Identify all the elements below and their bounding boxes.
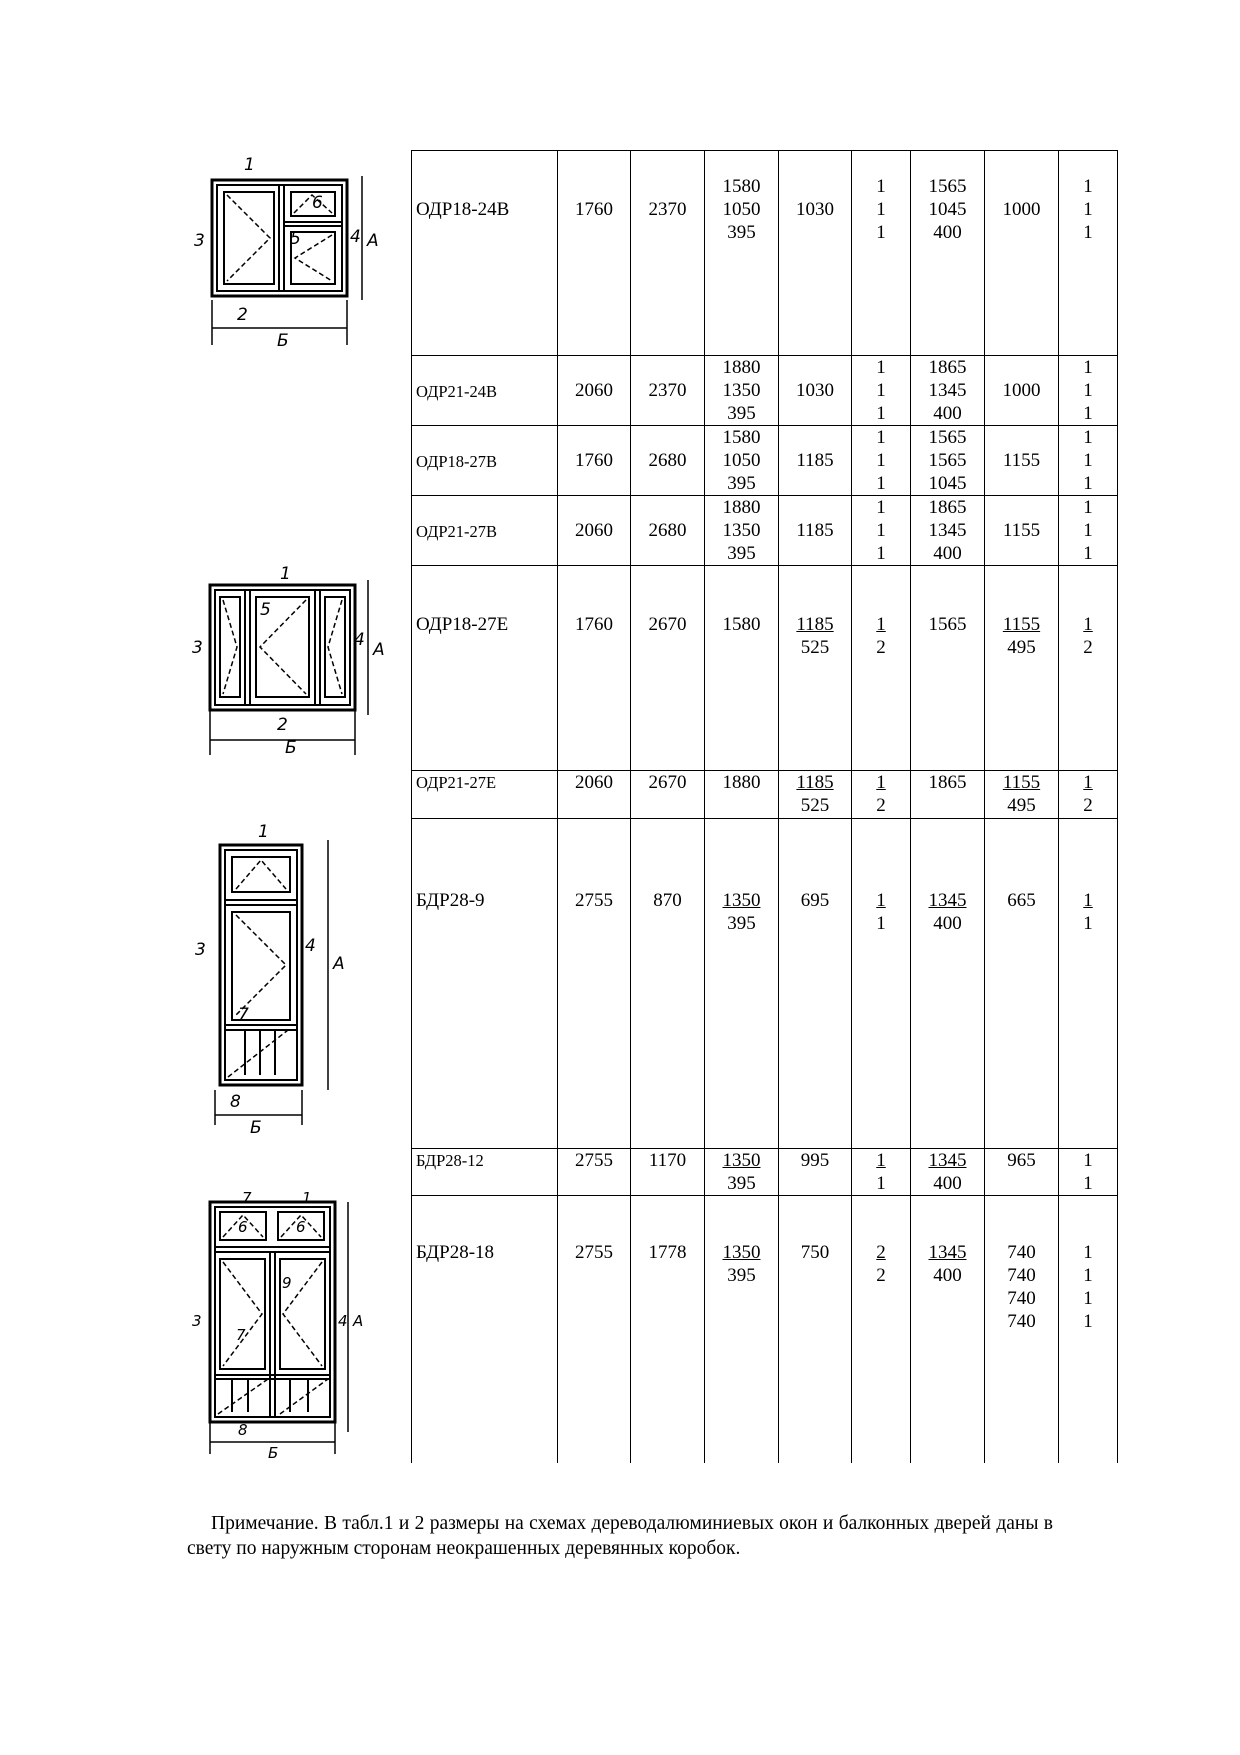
cell-g: [985, 566, 1059, 771]
cell-d: 1185: [779, 496, 852, 566]
cell-a: 2060: [558, 496, 631, 566]
value: 1: [876, 913, 886, 934]
value: 1350: [722, 1150, 761, 1171]
door-scheme-bdr-double: [190, 1192, 410, 1462]
value: 1: [1083, 427, 1093, 448]
value: 495: [1007, 637, 1036, 658]
value: 1: [1083, 1288, 1093, 1309]
value: 1: [1083, 772, 1093, 793]
cell-f: [911, 496, 985, 566]
value: 1: [876, 497, 886, 518]
value: 1: [876, 176, 886, 197]
label-height-a: А: [333, 954, 345, 974]
value: 395: [727, 913, 756, 934]
value: 400: [933, 403, 962, 424]
value: 1: [876, 1150, 886, 1171]
value: 1: [1083, 1265, 1093, 1286]
value: 400: [933, 222, 962, 243]
value: 1865: [928, 497, 967, 518]
label-6: 6: [312, 193, 323, 213]
value: 1: [1083, 199, 1093, 220]
dimension-table: [411, 150, 1118, 1463]
value: 1: [1083, 176, 1093, 197]
value: 2: [876, 1265, 886, 1286]
cell-a: 2755: [558, 1149, 631, 1196]
value: 495: [1007, 795, 1036, 816]
cell-h: [1059, 356, 1118, 426]
label-9: 9: [282, 1274, 292, 1292]
value: 740: [1007, 1265, 1036, 1286]
cell-code: БДР28-9: [412, 819, 558, 1149]
window-scheme-odr-v: [192, 150, 412, 360]
cell-code: БДР28-18: [412, 1196, 558, 1463]
label-width-b: Б: [268, 1444, 279, 1462]
value: 740: [1007, 1311, 1036, 1332]
cell-c: [705, 356, 779, 426]
cell-c: 1580: [705, 566, 779, 771]
value: 1: [1083, 1311, 1093, 1332]
table-row: [412, 356, 1118, 426]
value: 395: [727, 403, 756, 424]
cell-h: [1059, 819, 1118, 1149]
value: 2: [876, 637, 886, 658]
cell-g: [985, 771, 1059, 819]
value: 1185: [796, 614, 834, 635]
cell-code: ОДР21-27Е: [412, 771, 558, 819]
value: 400: [933, 543, 962, 564]
label-4: 4: [350, 227, 361, 247]
cell-a: 2060: [558, 771, 631, 819]
cell-code: ОДР21-27В: [412, 496, 558, 566]
value: 740: [1007, 1288, 1036, 1309]
cell-code: ОДР21-24В: [412, 356, 558, 426]
cell-f: [911, 426, 985, 496]
label-height-a: А: [373, 640, 385, 660]
cell-a: 2755: [558, 819, 631, 1149]
value: 400: [933, 1265, 962, 1286]
table-row: [412, 566, 1118, 771]
cell-d: 1030: [779, 356, 852, 426]
cell-a: 2060: [558, 356, 631, 426]
value: 1345: [928, 1242, 967, 1263]
cell-d: 995: [779, 1149, 852, 1196]
value: 1: [876, 1173, 886, 1194]
cell-b: 1778: [631, 1196, 705, 1463]
label-3: 3: [195, 940, 206, 960]
cell-c: [705, 1149, 779, 1196]
cell-g: 1000: [985, 151, 1059, 356]
value: 1: [1083, 890, 1093, 911]
table-row: [412, 771, 1118, 819]
value: 1045: [928, 199, 967, 220]
value: 1350: [722, 380, 761, 401]
cell-f: [911, 1196, 985, 1463]
cell-d: 1185: [779, 426, 852, 496]
value: 1: [876, 614, 886, 635]
value: 525: [800, 795, 830, 816]
value: 2: [1083, 637, 1093, 658]
label-8: 8: [230, 1092, 241, 1112]
value: 395: [727, 222, 756, 243]
value: 395: [727, 1265, 756, 1286]
value: 1: [1083, 380, 1093, 401]
cell-g: 965: [985, 1149, 1059, 1196]
cell-b: 2370: [631, 151, 705, 356]
value: 1: [876, 427, 886, 448]
label-1: 1: [302, 1192, 312, 1207]
cell-h: [1059, 1149, 1118, 1196]
label-4: 4: [338, 1312, 348, 1330]
value: 1050: [722, 450, 761, 471]
footnote-text: Примечание. В табл.1 и 2 размеры на схемах дереводалюминиевых окон и балконных дверей даны в свету по наружным сторонам неокрашенных деревянных коробок.: [187, 1512, 1053, 1559]
value: 395: [727, 473, 756, 494]
label-8: 8: [238, 1421, 248, 1439]
value: 1345: [928, 520, 967, 541]
cell-g: 1000: [985, 356, 1059, 426]
cell-e: [852, 1196, 911, 1463]
label-7: 7: [238, 1005, 249, 1025]
cell-e: [852, 496, 911, 566]
cell-e: [852, 566, 911, 771]
cell-e: [852, 151, 911, 356]
value: 400: [933, 1173, 962, 1194]
cell-c: [705, 426, 779, 496]
cell-g: 665: [985, 819, 1059, 1149]
value: 1: [1083, 614, 1093, 635]
cell-h: [1059, 566, 1118, 771]
value: 1: [876, 772, 886, 793]
cell-g: [985, 1196, 1059, 1463]
label-6-left: 6: [238, 1218, 248, 1236]
value: 1880: [722, 497, 761, 518]
label-1: 1: [258, 822, 269, 842]
value: 1: [1083, 1242, 1093, 1263]
value: 740: [1007, 1242, 1036, 1263]
cell-b: 2680: [631, 496, 705, 566]
value: 1580: [722, 176, 761, 197]
label-7-top: 7: [242, 1192, 252, 1207]
cell-h: [1059, 151, 1118, 356]
value: 1: [876, 357, 886, 378]
cell-d: 750: [779, 1196, 852, 1463]
value: 1155: [1002, 772, 1041, 793]
value: 1345: [928, 1150, 967, 1171]
label-1: 1: [280, 565, 291, 584]
cell-h: [1059, 426, 1118, 496]
value: 1565: [928, 176, 967, 197]
value: 1: [1083, 520, 1093, 541]
cell-e: [852, 1149, 911, 1196]
value: 1: [876, 222, 886, 243]
cell-c: [705, 151, 779, 356]
label-3: 3: [192, 1312, 202, 1330]
value: 1350: [722, 890, 761, 911]
label-4: 4: [354, 630, 365, 650]
value: 1: [1083, 1150, 1093, 1171]
cell-g: 1155: [985, 496, 1059, 566]
value: 1565: [928, 427, 967, 448]
footnote: [187, 1511, 1053, 1561]
value: 1050: [722, 199, 761, 220]
value: 1: [1083, 222, 1093, 243]
cell-c: [705, 1196, 779, 1463]
label-height-a: А: [353, 1312, 364, 1330]
cell-b: 2670: [631, 771, 705, 819]
value: 2: [876, 1242, 886, 1263]
value: 2: [1083, 795, 1093, 816]
cell-code: ОДР18-27В: [412, 426, 558, 496]
label-height-a: А: [367, 231, 379, 251]
value: 1: [1083, 450, 1093, 471]
cell-e: [852, 819, 911, 1149]
cell-f: 1565: [911, 566, 985, 771]
cell-code: ОДР18-27Е: [412, 566, 558, 771]
cell-c: [705, 819, 779, 1149]
value: 1: [1083, 1173, 1093, 1194]
value: 1: [1083, 543, 1093, 564]
value: 1865: [928, 357, 967, 378]
label-4: 4: [305, 936, 316, 956]
cell-f: [911, 356, 985, 426]
cell-b: 2370: [631, 356, 705, 426]
label-width-b: Б: [277, 331, 289, 351]
label-3: 3: [194, 231, 205, 251]
cell-h: [1059, 771, 1118, 819]
cell-a: 1760: [558, 151, 631, 356]
cell-d: 1030: [779, 151, 852, 356]
value: 1155: [1002, 614, 1041, 635]
label-5: 5: [290, 229, 301, 249]
cell-c: [705, 496, 779, 566]
table-row: [412, 1149, 1118, 1196]
cell-code: БДР28-12: [412, 1149, 558, 1196]
value: 1: [876, 403, 886, 424]
table-row: [412, 496, 1118, 566]
value: 525: [800, 637, 830, 658]
label-2: 2: [277, 715, 288, 735]
label-5: 5: [260, 600, 271, 620]
label-3: 3: [192, 638, 203, 658]
cell-e: [852, 356, 911, 426]
cell-f: [911, 1149, 985, 1196]
cell-d: [779, 771, 852, 819]
table-row: [412, 426, 1118, 496]
window-scheme-odr-e: [190, 565, 410, 775]
cell-a: 1760: [558, 566, 631, 771]
value: 1185: [796, 772, 834, 793]
value: 1: [1083, 913, 1093, 934]
cell-f: [911, 151, 985, 356]
label-6-right: 6: [296, 1218, 306, 1236]
label-7: 7: [236, 1326, 246, 1344]
cell-b: 1170: [631, 1149, 705, 1196]
value: 1: [1083, 403, 1093, 424]
value: 395: [727, 543, 756, 564]
cell-d: 695: [779, 819, 852, 1149]
cell-b: 2680: [631, 426, 705, 496]
value: 1345: [928, 380, 967, 401]
value: 1345: [928, 890, 967, 911]
value: 1: [876, 520, 886, 541]
value: 1: [876, 380, 886, 401]
value: 1: [876, 450, 886, 471]
cell-b: 2670: [631, 566, 705, 771]
cell-e: [852, 426, 911, 496]
value: 2: [876, 795, 886, 816]
cell-h: [1059, 1196, 1118, 1463]
table-row: [412, 1196, 1118, 1463]
cell-f: [911, 819, 985, 1149]
value: 1565: [928, 450, 967, 471]
value: 1: [876, 199, 886, 220]
value: 1045: [928, 473, 967, 494]
cell-g: 1155: [985, 426, 1059, 496]
cell-code: ОДР18-24В: [412, 151, 558, 356]
value: 1: [1083, 357, 1093, 378]
value: 1350: [722, 1242, 761, 1263]
value: 1580: [722, 427, 761, 448]
value: 400: [933, 913, 962, 934]
cell-h: [1059, 496, 1118, 566]
value: 395: [727, 1173, 756, 1194]
value: 1: [1083, 473, 1093, 494]
cell-a: 2755: [558, 1196, 631, 1463]
table-row: [412, 151, 1118, 356]
value: 1: [1083, 497, 1093, 518]
cell-e: [852, 771, 911, 819]
label-1: 1: [244, 155, 255, 175]
cell-c: 1880: [705, 771, 779, 819]
value: 1: [876, 543, 886, 564]
table-row: [412, 819, 1118, 1149]
value: 1: [876, 890, 886, 911]
label-2: 2: [237, 305, 248, 325]
cell-a: 1760: [558, 426, 631, 496]
value: 1350: [722, 520, 761, 541]
label-width-b: Б: [250, 1118, 262, 1138]
label-width-b: Б: [285, 738, 297, 758]
cell-d: [779, 566, 852, 771]
cell-b: 870: [631, 819, 705, 1149]
value: 1880: [722, 357, 761, 378]
cell-f: 1865: [911, 771, 985, 819]
value: 1: [876, 473, 886, 494]
door-scheme-bdr-single: [190, 815, 390, 1145]
